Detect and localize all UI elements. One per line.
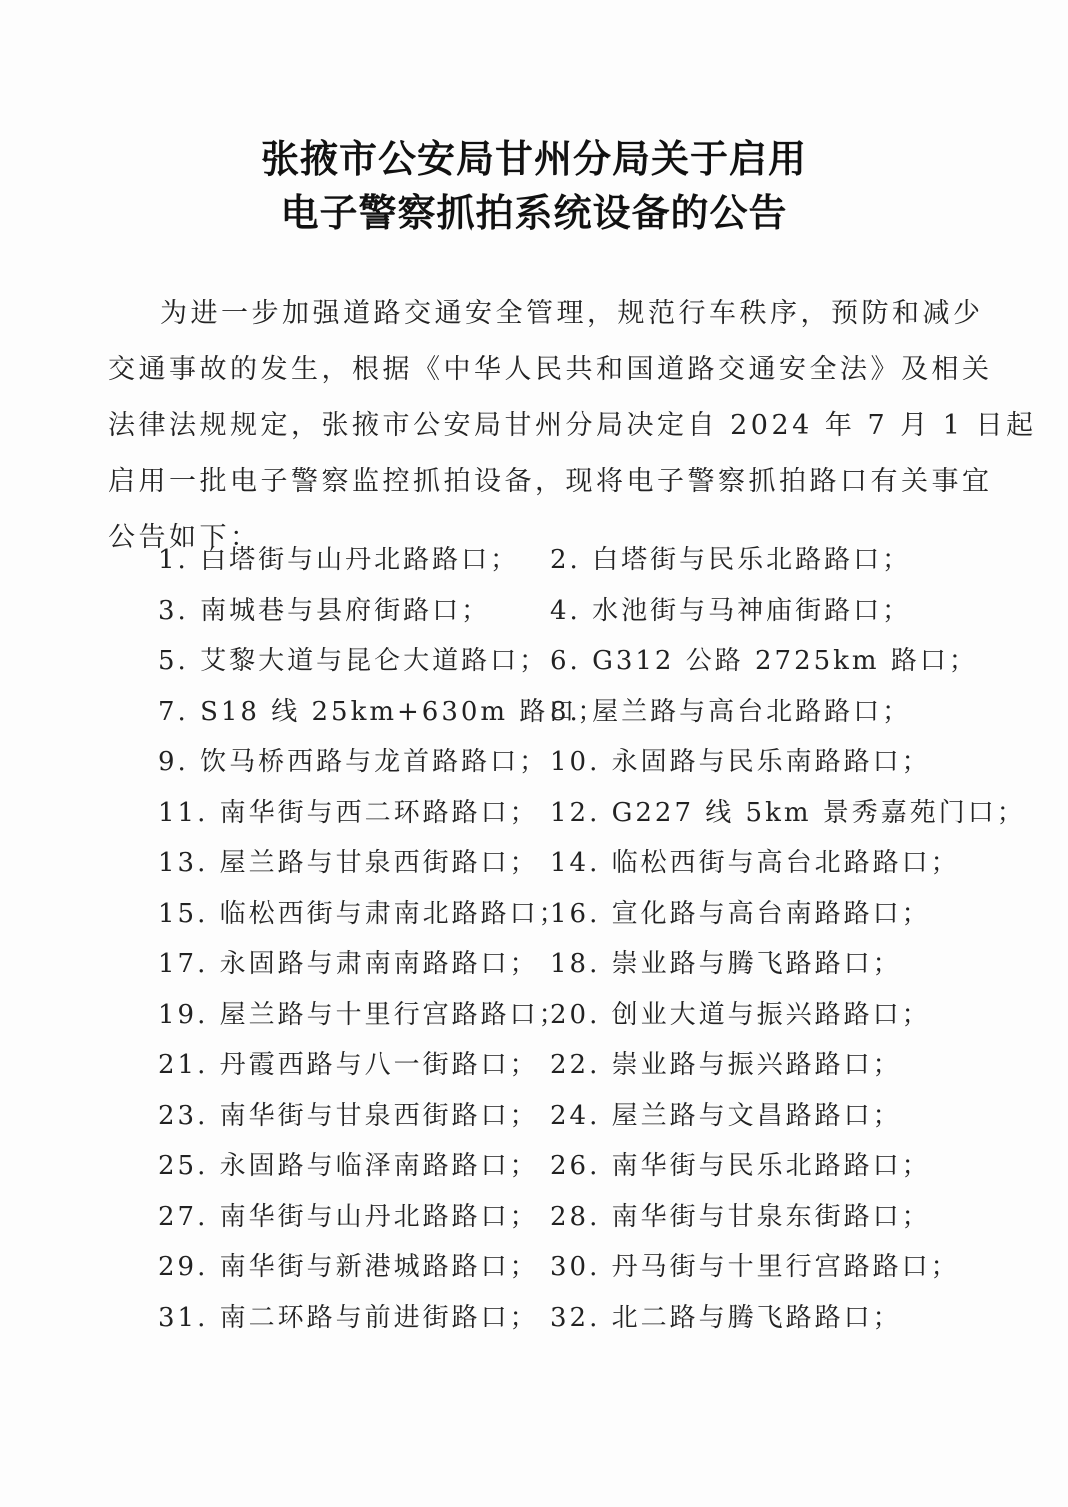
intersection-item: 2. 白塔街与民乐北路路口； [550,545,912,575]
intersection-item: 28. 南华街与甘泉东街路口； [550,1201,931,1232]
announcement-paragraph [108,286,1037,566]
intersection-item: 17. 永固路与肃南南路路口； [158,949,539,979]
document-title-line-2: 电子警察抓拍系统设备的公告 [280,191,788,235]
intersection-item: 9. 饮马桥西路与龙首路路口； [158,747,549,777]
intersection-item: 25. 永固路与临泽南路路口； [158,1151,539,1181]
intersection-row [158,535,958,586]
intersection-item: 15. 临松西街与肃南北路路口； [158,898,568,929]
intersection-item: 16. 宣化路与高台南路路口； [550,898,931,929]
intersection-item: 10. 永固路与民乐南路路口； [550,747,931,777]
intersection-row [158,687,958,738]
intersection-item: 7. S18 线 25km+630m 路口； [158,696,607,727]
intersection-item: 14. 临松西街与高台北路路口； [550,848,960,878]
intersection-item: 26. 南华街与民乐北路路口； [550,1151,931,1181]
intersection-item: 18. 崇业路与腾飞路路口； [550,949,902,979]
paragraph-line: 法律法规规定，张掖市公安局甘州分局决定自 2024 年 7 月 1 日起 [108,410,1037,441]
intersection-item: 30. 丹马街与十里行宫路路口； [550,1252,960,1282]
intersection-item: 12. G227 线 5km 景秀嘉苑门口； [550,797,1026,828]
intersection-item: 11. 南华街与西二环路路口； [158,797,539,828]
intersection-item: 29. 南华街与新港城路路口； [158,1252,539,1282]
intersection-item: 1. 白塔街与山丹北路路口； [158,545,520,575]
intersection-row [158,788,1026,839]
intersection-row [158,737,958,788]
document-title-line-1: 张掖市公安局甘州分局关于启用 [260,137,807,181]
intersection-item: 23. 南华街与甘泉西街路口； [158,1100,539,1131]
paragraph-line: 公告如下： [108,522,261,553]
intersection-item: 27. 南华街与山丹北路路口； [158,1201,539,1232]
intersection-row [158,939,958,990]
intersection-item: 22. 崇业路与振兴路路口； [550,1050,902,1080]
intersection-item: 24. 屋兰路与文昌路路口； [550,1100,902,1131]
paragraph-line: 启用一批电子警察监控抓拍设备，现将电子警察抓拍路口有关事宜 [108,466,993,497]
intersection-row [158,1293,958,1344]
intersection-item: 32. 北二路与腾飞路路口； [550,1302,902,1333]
intersection-item: 3. 南城巷与县府街路口； [158,595,491,626]
intersection-list [158,535,1026,1343]
intersection-item: 13. 屋兰路与甘泉西街路口； [158,848,539,878]
intersection-row [158,1242,958,1293]
intersection-item: 6. G312 公路 2725km 路口； [550,646,978,676]
intersection-item: 8. 屋兰路与高台北路路口； [550,696,912,727]
intersection-item: 20. 创业大道与振兴路路口； [550,999,931,1030]
intersection-row [158,586,958,637]
intersection-row [158,1192,958,1243]
intersection-item: 4. 水池街与马神庙街路口； [550,595,912,626]
intersection-row [158,990,958,1041]
intersection-item: 19. 屋兰路与十里行宫路路口； [158,999,568,1030]
intersection-row [158,889,958,940]
paragraph-line: 交通事故的发生，根据《中华人民共和国道路交通安全法》及相关 [108,354,993,385]
intersection-item: 5. 艾黎大道与昆仑大道路口； [158,646,549,676]
paragraph-line: 为进一步加强道路交通安全管理，规范行车秩序，预防和减少 [160,298,984,329]
intersection-row [158,838,958,889]
intersection-row [158,636,978,687]
intersection-item: 21. 丹霞西路与八一街路口； [158,1050,539,1080]
intersection-row [158,1091,958,1142]
intersection-item: 31. 南二环路与前进街路口； [158,1302,539,1333]
intersection-row [158,1141,958,1192]
intersection-row [158,1040,958,1091]
